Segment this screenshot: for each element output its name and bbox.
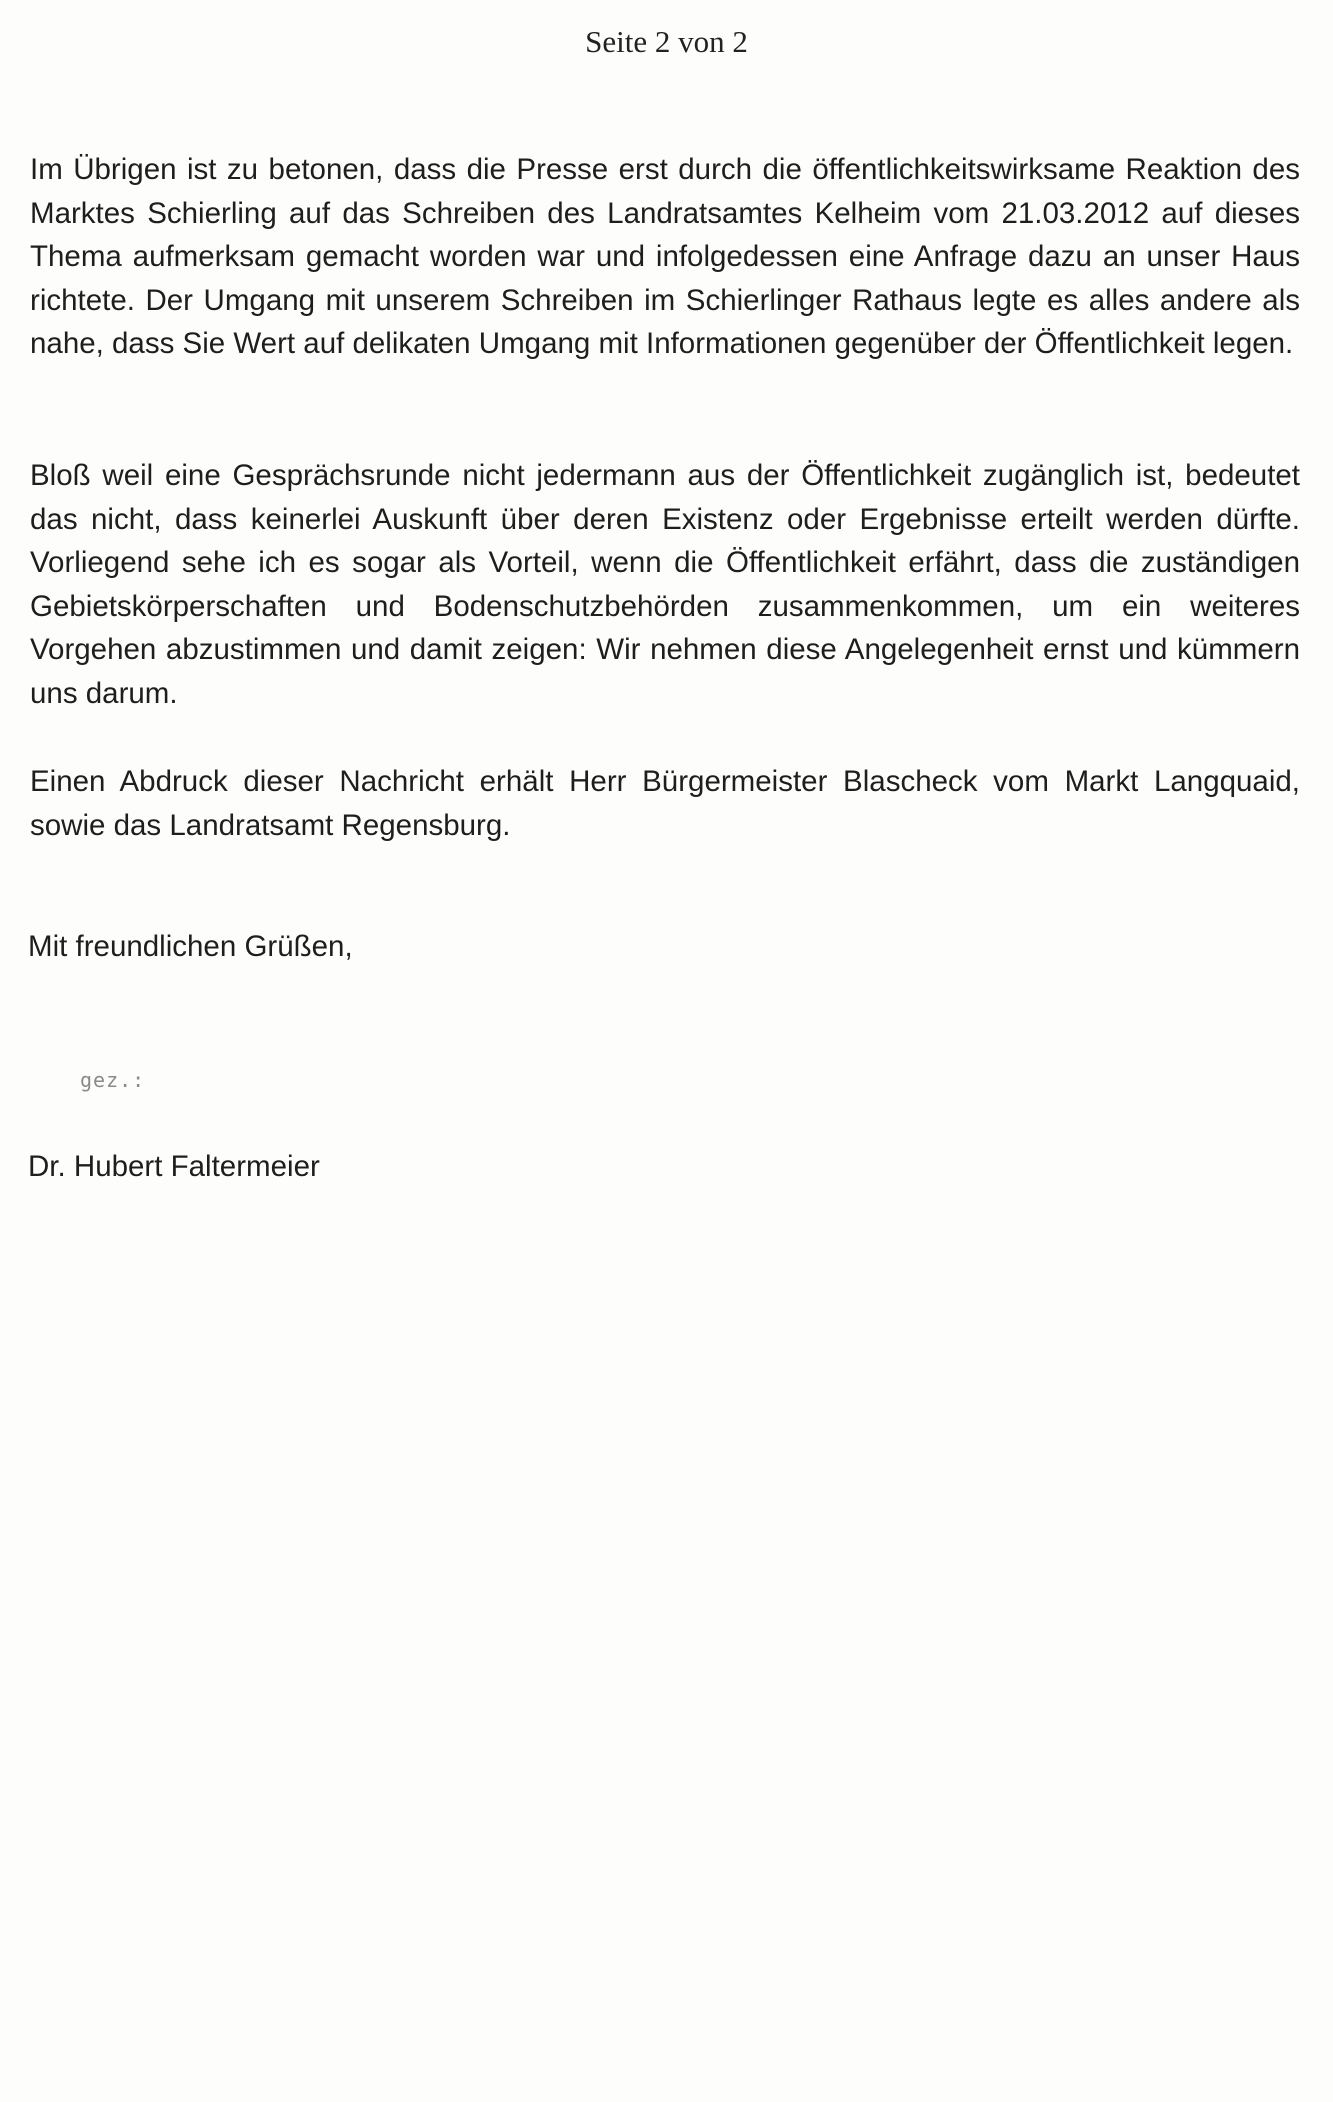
closing-greeting: Mit freundlichen Grüßen, <box>28 930 353 963</box>
page-indicator: Seite 2 von 2 <box>585 24 748 59</box>
signer-name: Dr. Hubert Faltermeier <box>28 1150 320 1183</box>
signature-stamp: gez.: <box>80 1068 146 1092</box>
paragraph-press-reaction: Im Übrigen ist zu betonen, dass die Presse erst durch die öffentlichkeitswirksame Reaktion des Marktes Schierling auf das Schreiben des Landratsamtes Kelheim vom 21.03.2012 auf dieses Thema aufmerksam gemacht worden war und infolgedessen eine Anfrage dazu an unser Haus richtete. Der Umgang mit unserem Schreiben im Schierlinger Rathaus legte es alles andere als nahe, dass Sie Wert auf delikaten Umgang mit Informationen gegenüber der Öffentlichkeit legen. <box>30 153 1300 360</box>
paragraph-copy-recipients: Einen Abdruck dieser Nachricht erhält Herr Bürgermeister Blascheck vom Markt Langquaid, sowie das Landratsamt Regensburg. <box>30 765 1300 842</box>
paragraph-meeting-information: Bloß weil eine Gesprächsrunde nicht jedermann aus der Öffentlichkeit zugänglich ist, bedeutet das nicht, dass keinerlei Auskunft über deren Existenz oder Ergebnisse erteilt werden dürfte. Vorliegend sehe ich es sogar als Vorteil, wenn die Öffentlichkeit erfährt, dass die zuständigen Gebietskörperschaften und Bodenschutzbehörden zusammenkommen, um ein weiteres Vorgehen abzustimmen und damit zeigen: Wir nehmen diese Angelegenheit ernst und kümmern uns darum. <box>30 459 1300 710</box>
